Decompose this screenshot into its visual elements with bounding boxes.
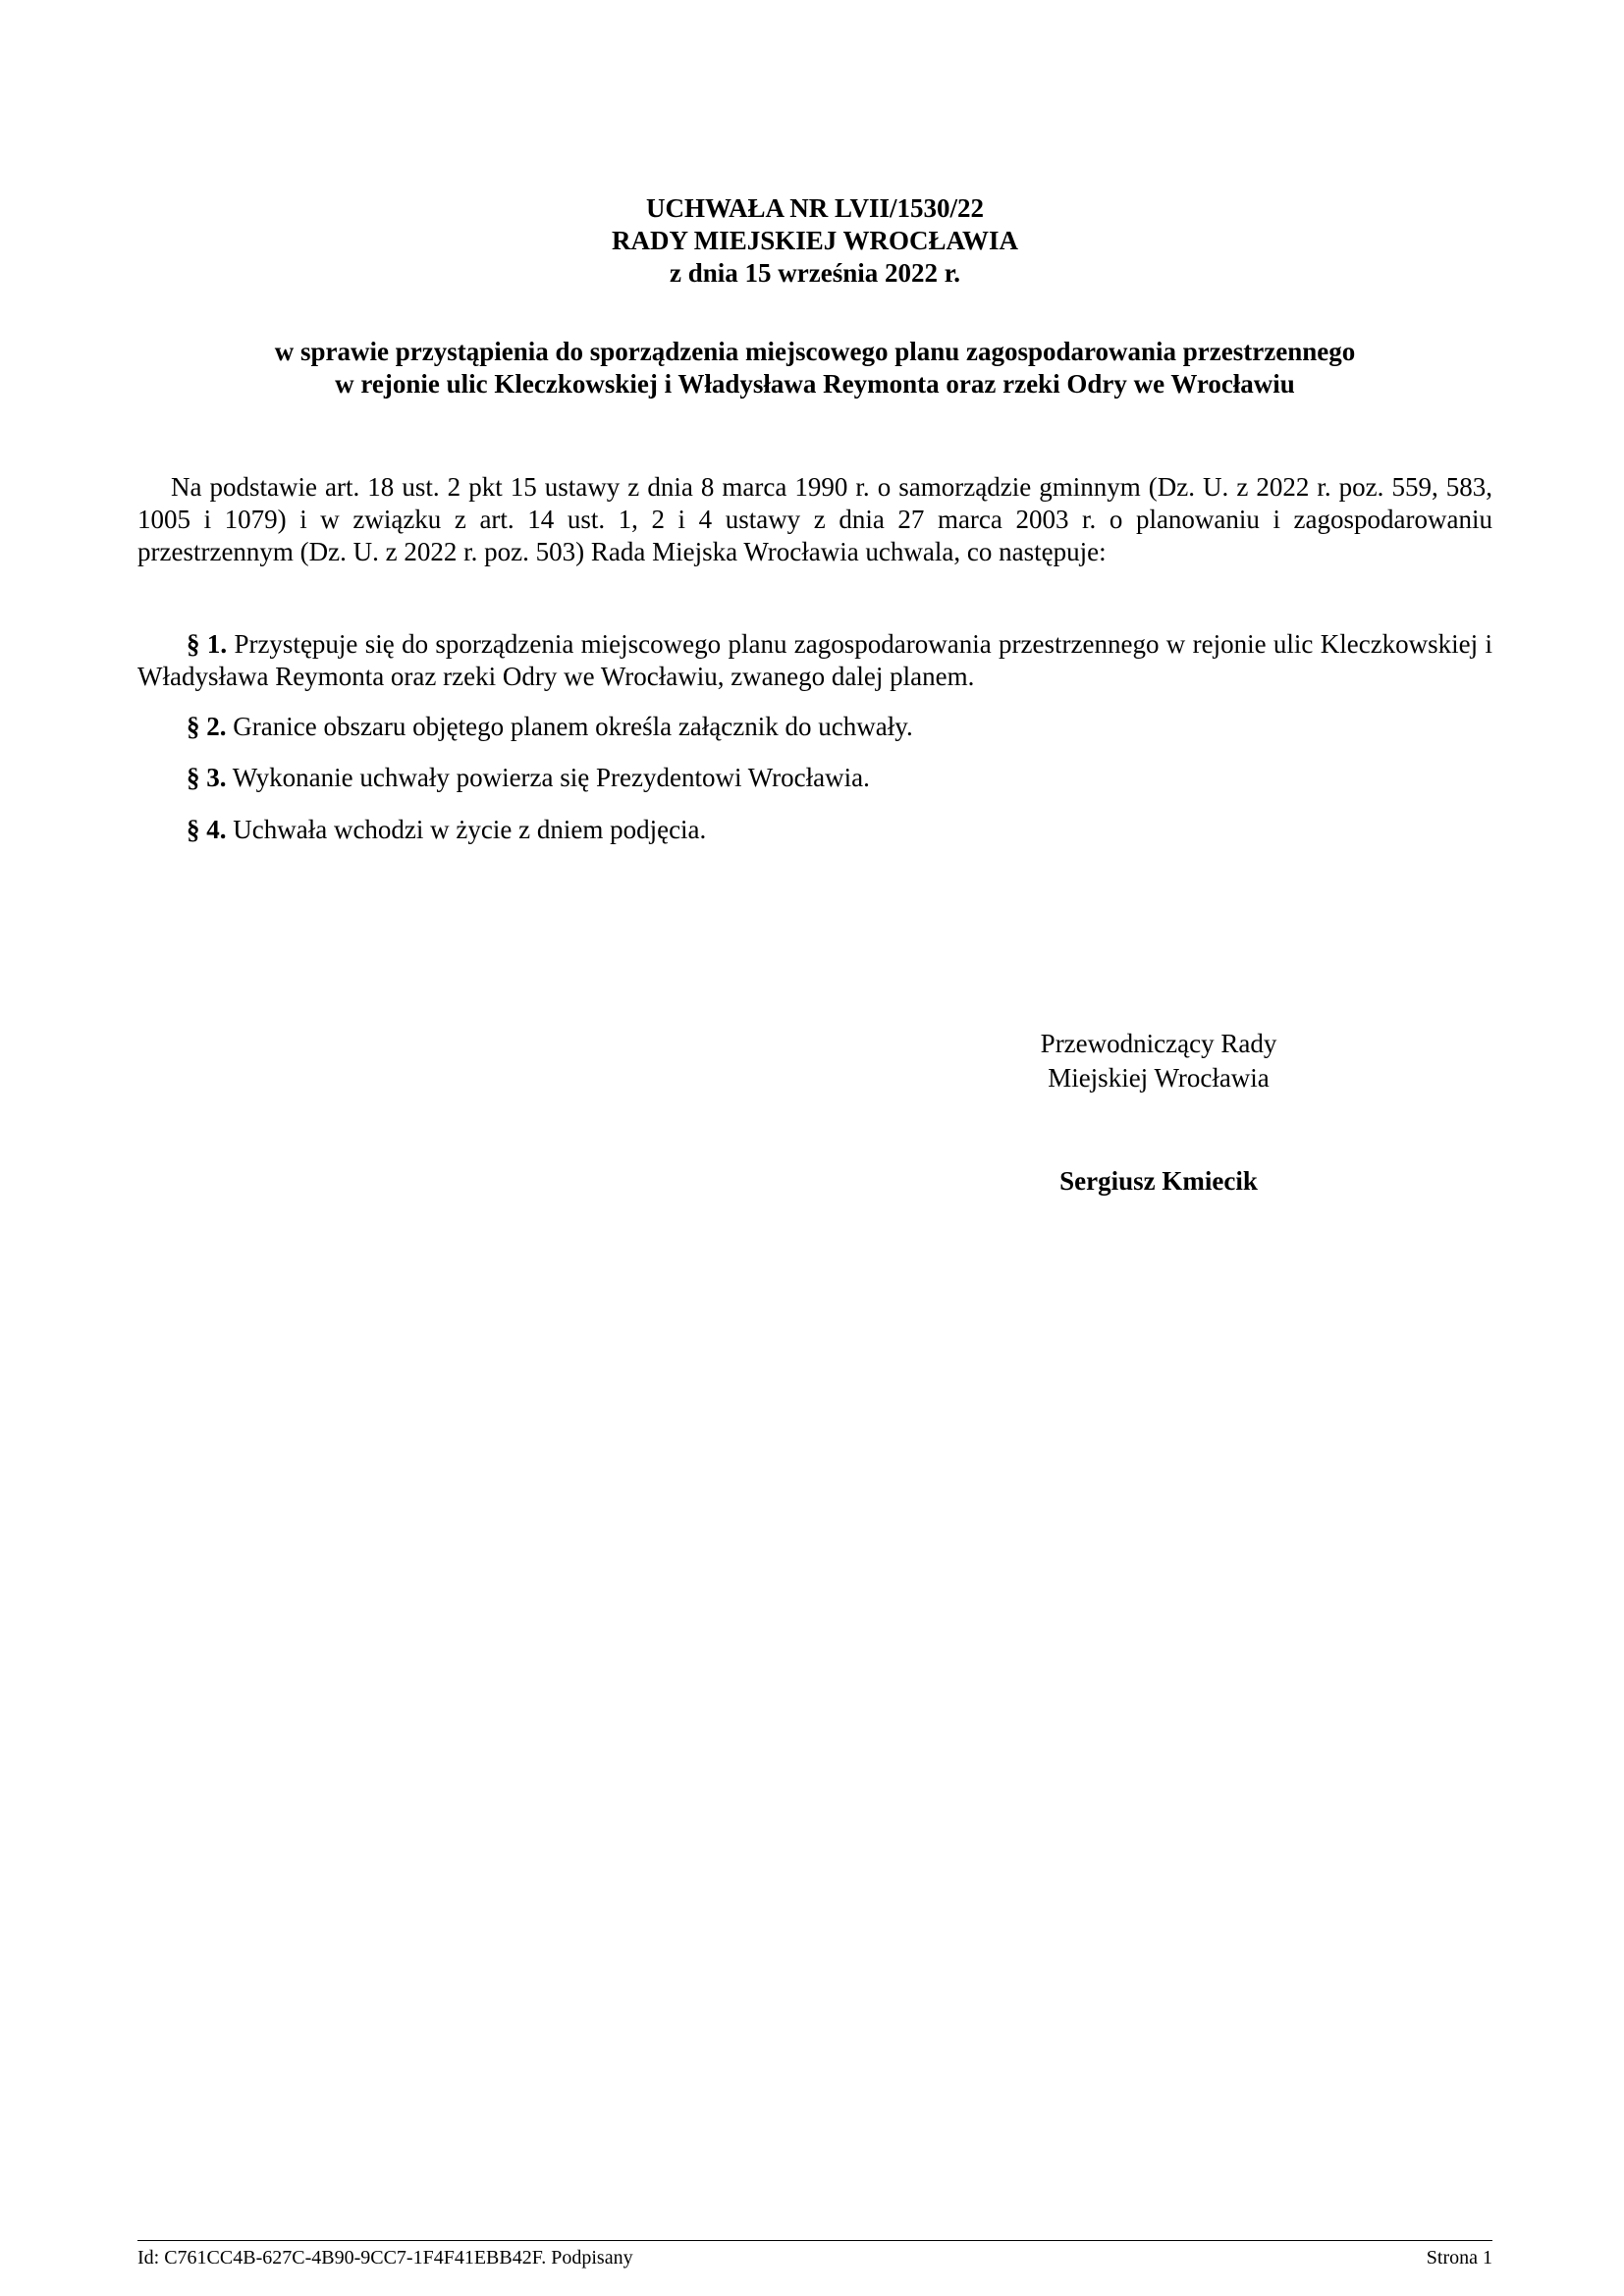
preamble: Na podstawie art. 18 ust. 2 pkt 15 ustawy z dnia 8 marca 1990 r. o samorządzie gminnym (Dz. U. z 2022 r. poz. 559, 583, 1005 i 1079) i w związku z art. 14 ust. 1, 2 i 4 ustawy z dnia 27 marca 2003 r. o planowaniu i zagospodarowaniu przestrzennym (Dz. U. z 2022 r. poz. 503) Rada Miejska Wrocławia uchwala, co następuje:: [137, 472, 1492, 566]
resolution-subject: [137, 336, 1492, 400]
paragraph-3-label: § 3.: [187, 763, 227, 792]
page-number: Strona 1: [1426, 2247, 1492, 2269]
paragraph-4-label: § 4.: [187, 815, 227, 844]
resolution-header: [137, 192, 1492, 290]
paragraph-1-label: § 1.: [187, 629, 228, 659]
paragraph-1-text: Przystępuje się do sporządzenia miejscowego planu zagospodarowania przestrzennego w rejonie ulic Kleczkowskiej i Władysława Reymonta oraz rzeki Odry we Wrocławiu, zwanego dalej planem.: [137, 629, 1493, 691]
signer-name: Sergiusz Kmiecik: [1059, 1166, 1258, 1196]
subject-line-2: w rejonie ulic Kleczkowskiej i Władysława Reymonta oraz rzeki Odry we Wrocławiu: [335, 369, 1295, 399]
signer-role-line-2: Miejskiej Wrocławia: [1048, 1063, 1270, 1093]
subject-line-1: w sprawie przystąpienia do sporządzenia miejscowego planu zagospodarowania przestrzennego: [274, 337, 1356, 366]
paragraph-4-text: Uchwała wchodzi w życie z dniem podjęcia.: [233, 815, 707, 844]
paragraph-3: [137, 762, 1492, 794]
footer-divider: [137, 2240, 1492, 2241]
page-footer: [137, 2245, 1492, 2270]
resolution-date: z dnia 15 września 2022 r.: [670, 258, 960, 288]
resolution-number: UCHWAŁA NR LVII/1530/22: [645, 193, 985, 223]
council-name: RADY MIEJSKIEJ WROCŁAWIA: [611, 226, 1019, 255]
paragraph-2: [137, 711, 1492, 743]
paragraph-2-label: § 2.: [187, 712, 227, 741]
signature-block: [982, 1027, 1335, 1095]
signer-role-line-1: Przewodniczący Rady: [1040, 1029, 1277, 1058]
document-id: Id: C761CC4B-627C-4B90-9CC7-1F4F41EBB42F. Podpisany: [137, 2247, 633, 2269]
paragraph-1: [137, 628, 1492, 693]
paragraph-4: [137, 814, 1492, 846]
paragraph-3-text: Wykonanie uchwały powierza się Prezydentowi Wrocławia.: [232, 763, 870, 792]
paragraph-2-text: Granice obszaru objętego planem określa załącznik do uchwały.: [233, 712, 913, 741]
